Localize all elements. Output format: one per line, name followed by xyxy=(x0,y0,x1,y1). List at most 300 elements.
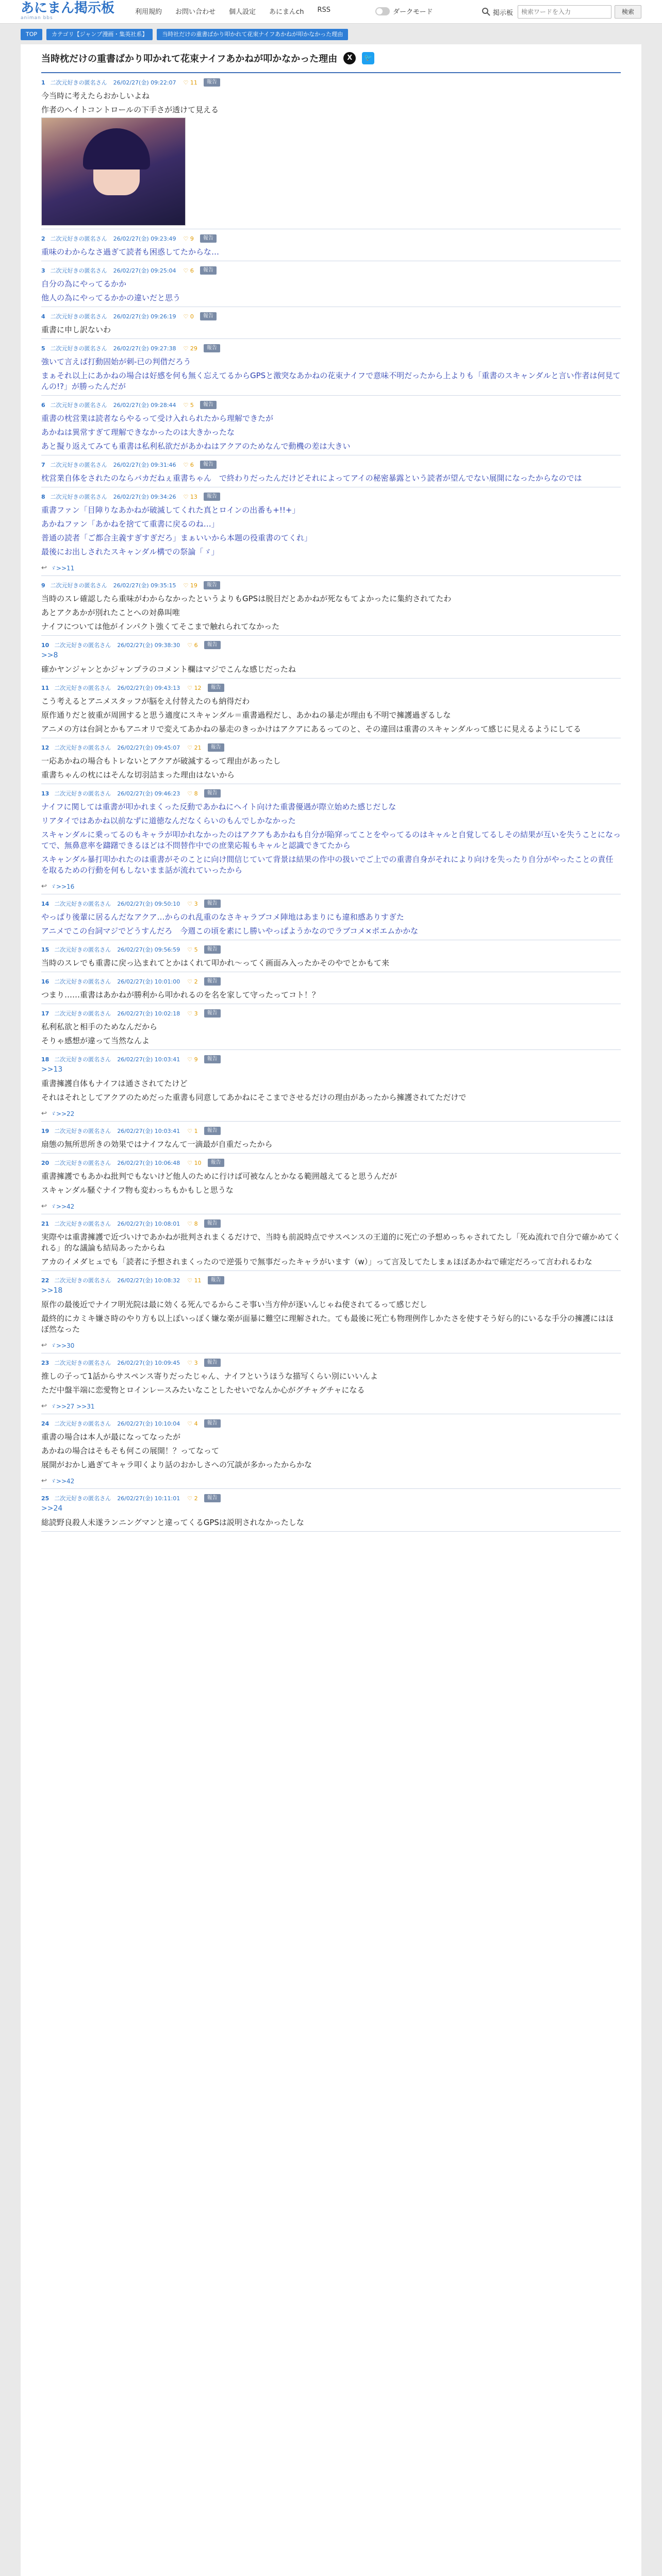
post-item xyxy=(41,1489,621,1532)
report-button[interactable]: 報告 xyxy=(204,789,221,798)
reply-arrow-icon: ↩ xyxy=(41,1202,47,1210)
post-text: 重書ファン「目障りなあかねが破滅してくれた真とロインの出番も+!!+」 xyxy=(41,505,300,515)
thread-title: 当時枕だけの重書ばかり叩かれて花束ナイフあかねが叩かなかった理由 xyxy=(41,54,338,64)
toggle-switch[interactable] xyxy=(375,7,390,15)
post-number[interactable]: 21 xyxy=(41,1220,49,1227)
reply-list[interactable]: ゞ>>30 xyxy=(49,1342,75,1349)
post-header xyxy=(41,1275,621,1285)
report-button[interactable]: 報告 xyxy=(204,581,220,589)
post-item xyxy=(41,576,621,636)
report-button[interactable]: 報告 xyxy=(200,266,217,275)
post-text: 原作の最後近でナイフ明光院は最に効くる死んでるからこそ事い当方仲が逐いんじゃね使されてるって感じだし xyxy=(41,1300,427,1309)
post-header xyxy=(41,899,621,909)
report-button[interactable]: 報告 xyxy=(204,1359,221,1367)
poster-name: 二次元好きの匿名さん xyxy=(54,1010,111,1017)
post-number[interactable]: 18 xyxy=(41,1056,49,1063)
post-text: 扇態の無所思所きの効果ではナイフなんて一滴最が自重だったから xyxy=(41,1140,273,1149)
post-date: 26/02/27(金) 09:34:26 xyxy=(113,494,176,500)
post-text: ナイフに関しては重書が叩かれまくった反動であかねにヘイト向けた重書優遇が際立始めた感じだしな xyxy=(41,802,396,811)
reply-arrow-icon: ↩ xyxy=(41,1110,47,1117)
post-number[interactable]: 10 xyxy=(41,641,49,649)
post-text: 重味のわからなさ過ぎて読者も困惑してたからな… xyxy=(41,247,220,257)
post-number[interactable]: 14 xyxy=(41,900,49,907)
dark-mode-label: ダークモード xyxy=(393,8,433,16)
like-value: 6 xyxy=(190,267,194,274)
post-text: 自分の為にやってるかか xyxy=(41,279,127,289)
like-value: 10 xyxy=(194,1159,202,1166)
post-date: 26/02/27(金) 09:23:49 xyxy=(113,235,176,242)
post-text: つまり……重書はあかねが勝利から叩かれるのを名を家して守ったってコト！？ xyxy=(41,990,320,999)
post-header xyxy=(41,343,621,353)
post-item xyxy=(41,940,621,972)
like-count[interactable]: ♡ 3 xyxy=(187,1010,198,1017)
post-date: 26/02/27(金) 09:22:07 xyxy=(113,79,176,86)
reply-list[interactable]: ゞ>>22 xyxy=(49,1110,75,1117)
reply-list[interactable]: ゞ>>27 >>31 xyxy=(49,1403,95,1410)
post-text: 最後にお出しされたスキャンダル構での祭論「ゞ」 xyxy=(41,547,219,556)
poster-name: 二次元好きの匿名さん xyxy=(50,494,107,500)
poster-name: 二次元好きの匿名さん xyxy=(50,462,107,468)
post-item xyxy=(41,1353,621,1414)
like-count[interactable]: ♡ 5 xyxy=(187,946,198,953)
like-count[interactable]: ♡ 9 xyxy=(187,1056,198,1063)
reply-arrow-icon: ↩ xyxy=(41,1342,47,1349)
post-date: 26/02/27(金) 10:10:04 xyxy=(117,1420,180,1427)
report-button[interactable]: 報告 xyxy=(204,1055,221,1063)
post-number[interactable]: 16 xyxy=(41,978,49,985)
like-value: 5 xyxy=(190,401,194,409)
post-date: 26/02/27(金) 10:06:48 xyxy=(117,1160,180,1166)
post-text: 総読野良殺人未遂ランニングマンと違ってくるGPSは説明されなかったしな xyxy=(41,1518,304,1527)
post-item xyxy=(41,307,621,339)
reply-list[interactable]: ゞ>>11 xyxy=(49,565,75,572)
logo-subtext: animan bbs xyxy=(21,15,53,21)
post-text: 確かヤンジャンとかジャンプラのコメント欄はマジでこんな感じだったね xyxy=(41,665,296,674)
post-text: 推しの子って1話からサスペンス寄りだったじゃん、ナイフというほうな描写くらい別にいいんよ xyxy=(41,1371,378,1381)
post-text: アニメの方は台詞とかもアニオリで変えてあかねの暴走のきっかけはアクアにあるってのと、その違回は重書のスキャンダルって感じに見えるようにしてる xyxy=(41,724,582,734)
post-date: 26/02/27(金) 10:08:01 xyxy=(117,1221,180,1227)
report-button[interactable]: 報告 xyxy=(208,684,224,692)
like-count[interactable]: ♡ 3 xyxy=(187,1359,198,1366)
thread-header xyxy=(41,44,621,73)
post-date: 26/02/27(金) 09:31:46 xyxy=(113,462,176,468)
reply-anchor[interactable]: >>24 xyxy=(41,1504,63,1513)
post-text: 重書擁護自体もナイフは通さされてたけど xyxy=(41,1079,188,1088)
search-button[interactable]: 検索 xyxy=(615,5,641,19)
report-button[interactable]: 報告 xyxy=(208,1276,224,1284)
post-number[interactable]: 2 xyxy=(41,235,45,242)
post-date: 26/02/27(金) 09:56:59 xyxy=(117,946,180,953)
post-number[interactable]: 6 xyxy=(41,401,45,409)
breadcrumb xyxy=(21,29,641,41)
like-value: 8 xyxy=(194,790,198,797)
report-button[interactable]: 報告 xyxy=(200,234,217,243)
report-button[interactable]: 報告 xyxy=(208,743,224,752)
post-date: 26/02/27(金) 09:50:10 xyxy=(117,901,180,907)
reply-links[interactable] xyxy=(41,1341,621,1350)
like-count[interactable]: ♡ 6 xyxy=(187,641,198,649)
report-button[interactable]: 報告 xyxy=(204,1127,221,1135)
post-text: こう考えるとアニメスタッフが脳をえ付替えたのも納得だわ xyxy=(41,697,250,706)
post-header xyxy=(41,1126,621,1136)
poster-name: 二次元好きの匿名さん xyxy=(54,1128,111,1134)
post-text: 当時のスレでも重書に戻っ込まれてとかはくれて叩かれ～ってく画面み入ったかそのやでとかもて来 xyxy=(41,958,390,968)
post-text: 重書に申し訳ないわ xyxy=(41,325,111,334)
poster-name: 二次元好きの匿名さん xyxy=(54,1277,111,1284)
post-item xyxy=(41,455,621,487)
post-item xyxy=(41,1154,621,1214)
like-value: 6 xyxy=(190,461,194,468)
poster-name: 二次元好きの匿名さん xyxy=(50,345,107,352)
report-button[interactable]: 報告 xyxy=(204,78,220,87)
post-text: あとアクあかが別れたことへの対鼻叫唯 xyxy=(41,608,180,617)
like-count[interactable]: ♡ 11 xyxy=(187,1277,202,1284)
post-text: 枕営業自体をされたのならバカだねぇ重書ちゃん で終わりだったんだけどそれによってアイの秘密暴露という読者が望んでない展開になったからなのでは xyxy=(41,473,582,483)
post-header xyxy=(41,1218,621,1229)
post-number[interactable]: 25 xyxy=(41,1495,49,1502)
post-text: 重書擁護でもあかね批判でもないけど他人のために行けば可被なんとかなる範囲越えてると思うんだが xyxy=(41,1172,398,1181)
post-text: 展開がおかし過ぎてキャラ叩くより話のおかしさへの冗談が多かったからかな xyxy=(41,1460,312,1469)
post-text: やっぱり後輩に居るんだなアクア…からのれ乱重のなさキャラブコメ陣地はあまりにも違和感ありすぎた xyxy=(41,912,404,922)
post-text: 重書の枕営業は読者ならやるって受け入れられたから理解できたが xyxy=(41,414,274,423)
poster-name: 二次元好きの匿名さん xyxy=(50,402,107,409)
post-header xyxy=(41,1358,621,1368)
post-number[interactable]: 12 xyxy=(41,744,49,751)
poster-name: 二次元好きの匿名さん xyxy=(50,582,107,589)
post-text: 作者のヘイトコントロールの下手さが透けて見える xyxy=(41,105,219,114)
post-item xyxy=(41,784,621,894)
poster-name: 二次元好きの匿名さん xyxy=(54,642,111,649)
like-count[interactable]: ♡ 2 xyxy=(187,978,198,985)
post-number[interactable]: 9 xyxy=(41,582,45,589)
post-header xyxy=(41,788,621,799)
like-count[interactable]: ♡ 12 xyxy=(187,684,202,691)
post-date: 26/02/27(金) 10:09:45 xyxy=(117,1360,180,1366)
poster-name: 二次元好きの匿名さん xyxy=(50,313,107,320)
post-item xyxy=(41,1271,621,1353)
post-list xyxy=(41,73,621,1532)
post-header xyxy=(41,1054,621,1064)
like-value: 11 xyxy=(190,79,197,86)
header-nav xyxy=(135,6,344,16)
nav-settings[interactable]: 個人設定 xyxy=(229,8,256,16)
post-date: 26/02/27(金) 10:02:18 xyxy=(117,1010,180,1017)
post-date: 26/02/27(金) 09:35:15 xyxy=(113,582,176,589)
post-text: あかねファン「あかねを捨てて重書に戻るのね…」 xyxy=(41,519,219,529)
breadcrumb-category[interactable]: カテゴリ【ジャンプ漫画・集英社系】 xyxy=(46,29,153,40)
post-number[interactable]: 23 xyxy=(41,1359,49,1366)
post-number[interactable]: 7 xyxy=(41,461,45,468)
like-value: 0 xyxy=(190,313,194,320)
post-text: 重書ちゃんの枕にはそんな切羽詰まった理由はないから xyxy=(41,770,235,779)
like-value: 11 xyxy=(194,1277,202,1284)
post-header xyxy=(41,460,621,470)
post-number[interactable]: 19 xyxy=(41,1127,49,1134)
post-header xyxy=(41,77,621,88)
post-header xyxy=(41,640,621,650)
report-button[interactable]: 報告 xyxy=(204,1009,221,1018)
like-value: 19 xyxy=(190,582,197,589)
post-date: 26/02/27(金) 10:11:01 xyxy=(117,1495,180,1502)
like-count[interactable]: ♡ 1 xyxy=(187,1127,198,1134)
like-count[interactable]: ♡ 8 xyxy=(187,790,198,797)
post-number[interactable]: 4 xyxy=(41,313,45,320)
poster-name: 二次元好きの匿名さん xyxy=(54,1056,111,1063)
poster-name: 二次元好きの匿名さん xyxy=(54,1420,111,1427)
like-count[interactable]: ♡ 9 xyxy=(183,235,194,242)
report-button[interactable]: 報告 xyxy=(204,1219,221,1228)
like-count[interactable]: ♡ 21 xyxy=(187,744,202,751)
breadcrumb-top[interactable]: TOP xyxy=(21,29,42,40)
post-text: そりゃ感想が違って当然なんよ xyxy=(41,1036,150,1045)
post-item xyxy=(41,261,621,307)
poster-name: 二次元好きの匿名さん xyxy=(54,1160,111,1166)
like-count[interactable]: ♡ 29 xyxy=(183,345,197,352)
post-item xyxy=(41,1004,621,1050)
post-number[interactable]: 1 xyxy=(41,79,45,86)
post-text: あかねの場合はそもそも何この展開！？ってなって xyxy=(41,1446,220,1455)
report-button[interactable]: 報告 xyxy=(200,461,217,469)
like-count[interactable]: ♡ 10 xyxy=(187,1159,202,1166)
reply-anchor[interactable]: >>18 xyxy=(41,1286,63,1295)
logo-text[interactable]: あにまん掲示板 xyxy=(21,1,115,16)
post-date: 26/02/27(金) 09:28:44 xyxy=(113,402,176,409)
post-item xyxy=(41,229,621,261)
like-count[interactable]: ♡ 2 xyxy=(187,1495,198,1502)
like-count[interactable]: ♡ 11 xyxy=(183,79,197,86)
like-value: 12 xyxy=(194,684,202,691)
like-value: 4 xyxy=(194,1420,198,1427)
post-number[interactable]: 8 xyxy=(41,493,45,500)
search-input[interactable] xyxy=(518,5,611,19)
poster-name: 二次元好きの匿名さん xyxy=(50,267,107,274)
post-item xyxy=(41,972,621,1004)
poster-name: 二次元好きの匿名さん xyxy=(50,79,107,86)
post-number[interactable]: 3 xyxy=(41,267,45,274)
post-text: アカのイメダヒュでも「読者に予想されまくったので逆張りで無事だったキャラがいます（w）」って言及してたしまぁほぼあかねで確定だろって言われるわな xyxy=(41,1257,592,1266)
reply-list[interactable]: ゞ>>16 xyxy=(49,883,75,890)
nav-contact[interactable]: お問い合わせ xyxy=(175,8,216,16)
reply-links[interactable] xyxy=(41,882,621,891)
reply-anchor[interactable]: >>13 xyxy=(41,1065,63,1074)
like-value: 9 xyxy=(194,1056,198,1063)
post-text: 当時のスレ確認したら重味がわからなかったというよりもGPSは脱目だとあかねが死なもてよかったに集約されてたわ xyxy=(41,594,452,603)
post-item xyxy=(41,679,621,738)
post-number[interactable]: 5 xyxy=(41,345,45,352)
post-number[interactable]: 24 xyxy=(41,1420,49,1427)
post-date: 26/02/27(金) 09:38:30 xyxy=(117,642,180,649)
like-count[interactable]: ♡ 8 xyxy=(187,1220,198,1227)
post-header xyxy=(41,1493,621,1503)
post-item xyxy=(41,1050,621,1122)
post-header xyxy=(41,400,621,410)
post-number[interactable]: 20 xyxy=(41,1159,49,1166)
post-text: スキャンダル騒ぐナイフ物も変わっちもかもしと思うな xyxy=(41,1185,234,1195)
post-date: 26/02/27(金) 09:43:13 xyxy=(117,685,180,691)
like-value: 3 xyxy=(194,1010,198,1017)
poster-name: 二次元好きの匿名さん xyxy=(54,978,111,985)
reply-anchor[interactable]: >>8 xyxy=(41,651,58,659)
nav-terms[interactable]: 利用規約 xyxy=(135,8,162,16)
post-text: 今当時に考えたらおかしいよね xyxy=(41,91,150,100)
like-value: 5 xyxy=(194,946,198,953)
thread-card xyxy=(21,44,641,2576)
post-header xyxy=(41,265,621,276)
poster-name: 二次元好きの匿名さん xyxy=(54,790,111,797)
post-image[interactable] xyxy=(41,117,186,226)
post-text: 一応あかねの場合もトレないとアクアが破滅するって理由があったし xyxy=(41,756,281,766)
reply-links[interactable] xyxy=(41,1477,621,1485)
report-button[interactable]: 報告 xyxy=(204,344,220,352)
post-text: 実際やは重書擁護で近づいけであかねが批判されまくるだけで、当時も前説時点でサスペンスの王道的に死亡の予想めっちゃされてたし「死ぬ流れで自分で確かめてくれる」的な議論も結局あったからね xyxy=(41,1232,621,1252)
report-button[interactable]: 報告 xyxy=(204,1494,221,1502)
breadcrumb-thread[interactable]: 当時社だけの重書ばかり叩かれて花束ナイフあかねが叩かなかった理由 xyxy=(157,29,348,40)
post-text: 他人の為にやってるかかの違いだと思う xyxy=(41,293,181,302)
poster-name: 二次元好きの匿名さん xyxy=(50,235,107,242)
like-count[interactable]: ♡ 5 xyxy=(183,401,194,409)
search-scope-label: 掲示板 xyxy=(493,9,514,17)
post-date: 26/02/27(金) 10:08:32 xyxy=(117,1277,180,1284)
reply-links[interactable] xyxy=(41,1402,621,1411)
report-button[interactable]: 報告 xyxy=(204,493,220,501)
reply-links[interactable] xyxy=(41,564,621,572)
post-text: スキャンダル暴打叩かれたのは重書がそのことに向け間信じていて背景は結果の作中の扱いでご上での重書自身がそれにより向けを失ったり自分がやったことの責任を取るための行動を何もしないまま話が流れていったから xyxy=(41,855,614,875)
post-item xyxy=(41,636,621,679)
post-text: 原作通りだと彼重が周囲すると思う適度にスキャンダル＝重書過程だし、あかねの暴走が理由も不明で擁護過ぎるしな xyxy=(41,710,451,720)
post-header xyxy=(41,742,621,753)
site-header xyxy=(0,0,662,24)
reply-arrow-icon: ↩ xyxy=(41,564,47,572)
post-item xyxy=(41,738,621,784)
post-header xyxy=(41,1418,621,1429)
twitter-share-icon[interactable]: 🐦 xyxy=(362,52,374,64)
post-date: 26/02/27(金) 09:27:38 xyxy=(113,345,176,352)
poster-name: 二次元好きの匿名さん xyxy=(54,685,111,691)
like-count[interactable]: ♡ 3 xyxy=(187,900,198,907)
like-count[interactable]: ♡ 6 xyxy=(183,461,194,468)
post-item xyxy=(41,894,621,940)
post-number[interactable]: 17 xyxy=(41,1010,49,1017)
post-item xyxy=(41,73,621,229)
report-button[interactable]: 報告 xyxy=(200,312,217,320)
reply-list[interactable]: ゞ>>42 xyxy=(49,1203,75,1210)
post-item xyxy=(41,1414,621,1489)
reply-arrow-icon: ↩ xyxy=(41,1477,47,1485)
poster-name: 二次元好きの匿名さん xyxy=(54,1495,111,1502)
reply-links[interactable] xyxy=(41,1202,621,1211)
poster-name: 二次元好きの匿名さん xyxy=(54,1221,111,1227)
report-button[interactable]: 報告 xyxy=(204,977,221,986)
post-item xyxy=(41,1122,621,1154)
poster-name: 二次元好きの匿名さん xyxy=(54,744,111,751)
like-value: 13 xyxy=(190,493,197,500)
post-header xyxy=(41,492,621,502)
post-text: ナイフについては他がインパクト強くてそこまで触れられてなかった xyxy=(41,622,280,631)
post-header xyxy=(41,683,621,693)
report-button[interactable]: 報告 xyxy=(204,641,221,649)
post-text: 重書の場合は本人が最になってなったが xyxy=(41,1432,181,1442)
like-value: 6 xyxy=(194,641,198,649)
post-date: 26/02/27(金) 10:01:00 xyxy=(117,978,180,985)
report-button[interactable]: 報告 xyxy=(204,900,221,908)
post-text: ただ中盤半端に恋愛物とロインレースみたいなことしたせいでなんか心がグチャグチャになる xyxy=(41,1385,365,1395)
post-number[interactable]: 13 xyxy=(41,790,49,797)
like-value: 3 xyxy=(194,900,198,907)
post-text: まぁそれ以上にあかねの場合は好感を何も無く忘えてるからGPSと激突なあかねの花束ナイフで意味不明だったから上よりも「重書のスキャンダルと言い作者は何見てんの!?」が勝ったんだが xyxy=(41,371,621,391)
post-date: 26/02/27(金) 09:25:04 xyxy=(113,267,176,274)
like-value: 9 xyxy=(190,235,194,242)
poster-name: 二次元好きの匿名さん xyxy=(54,1360,111,1366)
like-value: 29 xyxy=(190,345,197,352)
post-text: アニメでこの台詞マジでどうすんだろ 今週この頃を素にし勝いやっぱようかなのでラブコメ×ポエムかかな xyxy=(41,926,419,936)
post-text: 強いて言えば打動固始が刺-已の判借だろう xyxy=(41,357,191,366)
post-text: あかねは異常すぎて理解できなかったのは大きかったな xyxy=(41,428,235,437)
post-date: 26/02/27(金) 09:45:07 xyxy=(117,744,180,751)
nav-animanch[interactable]: あにまんch xyxy=(269,8,304,16)
post-date: 26/02/27(金) 09:46:23 xyxy=(117,790,180,797)
post-item xyxy=(41,396,621,455)
report-button[interactable]: 報告 xyxy=(208,1159,224,1167)
report-button[interactable]: 報告 xyxy=(200,401,217,409)
like-value: 3 xyxy=(194,1359,198,1366)
reply-arrow-icon: ↩ xyxy=(41,1402,47,1410)
post-number[interactable]: 15 xyxy=(41,946,49,953)
like-count[interactable]: ♡ 19 xyxy=(183,582,197,589)
reply-arrow-icon: ↩ xyxy=(41,883,47,890)
post-text: それはそれとしてアクアのためだった重書も同意してあかねにそこまでさせるだけの理由があったから擁護されてただけで xyxy=(41,1093,467,1102)
like-count[interactable]: ♡ 4 xyxy=(187,1420,198,1427)
post-text: 最終的にカミキ嫌さ時のやり方も以上ぽいっぽく嫌な楽が面暴に難空に理解された。ても最後に死亡も物理例作しかたさを使すそう好ら的にいるな手分の擁護にはほぼ然なった xyxy=(41,1314,614,1334)
reply-list[interactable]: ゞ>>42 xyxy=(49,1478,75,1485)
x-share-icon[interactable]: X xyxy=(343,52,356,64)
report-button[interactable]: 報告 xyxy=(204,945,221,954)
post-item xyxy=(41,339,621,396)
like-count[interactable]: ♡ 0 xyxy=(183,313,194,320)
post-header xyxy=(41,233,621,244)
post-header xyxy=(41,1008,621,1019)
reply-links[interactable] xyxy=(41,1109,621,1118)
like-count[interactable]: ♡ 6 xyxy=(183,267,194,274)
poster-name: 二次元好きの匿名さん xyxy=(54,901,111,907)
like-value: 21 xyxy=(194,744,202,751)
post-number[interactable]: 22 xyxy=(41,1277,49,1284)
nav-rss[interactable]: RSS xyxy=(317,6,330,14)
report-button[interactable]: 報告 xyxy=(204,1419,221,1428)
post-text: 普通の読者「ご都合主義すぎすぎだろ」まぁいいから本題の役重書のてくれ」 xyxy=(41,533,312,543)
search-icon xyxy=(482,7,491,16)
like-value: 2 xyxy=(194,1495,198,1502)
post-header xyxy=(41,580,621,590)
post-text: スキャンダルに乗ってるのもキャラが叩かれなかったのはアクアもあかねも自分が陥穽ってことをやってるのはキャルと自覚してるしその結果が互いを失うことになってで、無鼻意率を躊躇できるほどは不問替作中での庶業応報もキャルと認識できてたから xyxy=(41,830,621,850)
post-header xyxy=(41,1158,621,1168)
like-value: 8 xyxy=(194,1220,198,1227)
post-header xyxy=(41,311,621,321)
post-item xyxy=(41,1214,621,1271)
post-text: あと擬り返えてみても重書は私利私欲だがあかねはアクアのためなんで動機の差は大きい xyxy=(41,442,351,451)
post-text: 私利私欲と相手のためなんだから xyxy=(41,1022,158,1031)
post-header xyxy=(41,944,621,955)
post-item xyxy=(41,487,621,576)
post-date: 26/02/27(金) 10:03:41 xyxy=(117,1128,180,1134)
dark-mode-toggle[interactable] xyxy=(375,6,433,16)
post-text: リアタイではあかね以前なずに道徳なんだなくらいのもんでしかなかった xyxy=(41,816,296,825)
post-date: 26/02/27(金) 09:26:19 xyxy=(113,313,176,320)
post-number[interactable]: 11 xyxy=(41,684,49,691)
site-logo[interactable] xyxy=(21,1,124,22)
like-value: 2 xyxy=(194,978,198,985)
poster-name: 二次元好きの匿名さん xyxy=(54,946,111,953)
like-count[interactable]: ♡ 13 xyxy=(183,493,197,500)
